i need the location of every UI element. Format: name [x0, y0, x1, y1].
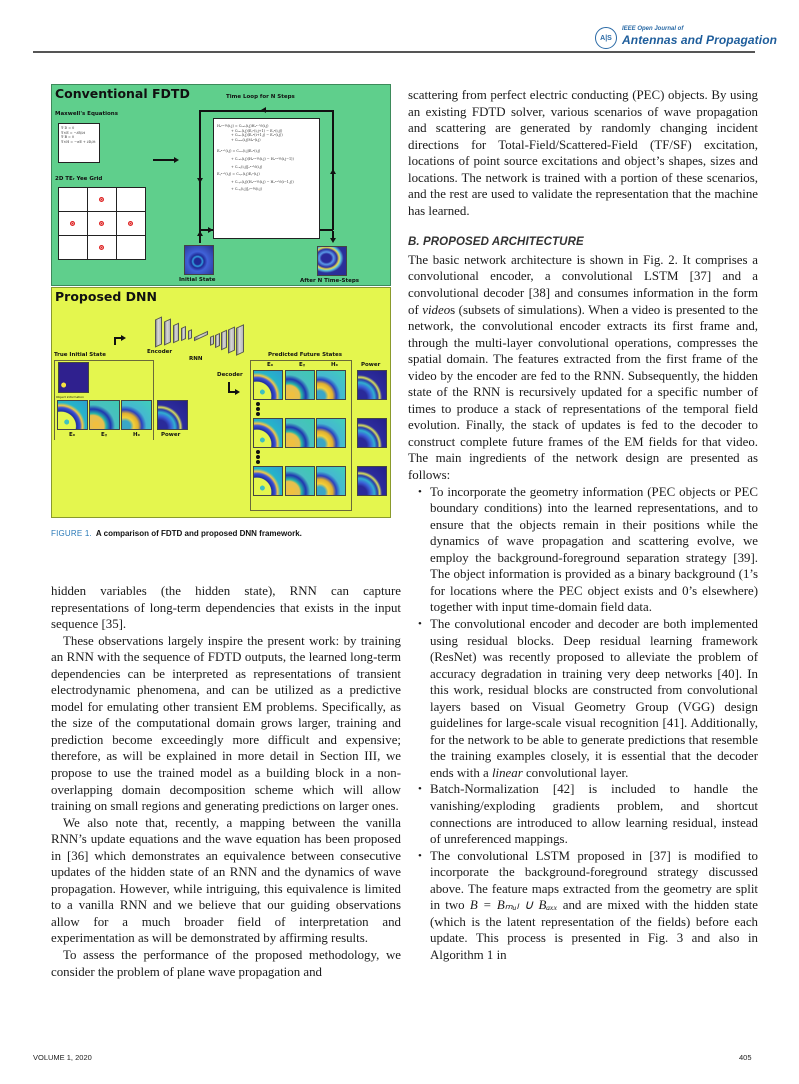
- pred-hz-header: Hₓ: [331, 362, 338, 368]
- pred-ex-image: [253, 370, 283, 400]
- list-item-text: The convolutional encoder and decoder are both implemented using residual blocks. Deep residual learning framework (ResNet) was recently proposed to alleviate the problem of accuracy degradation in training very deep networks [40]. In this work, residual blocks are constructed from convolutional layers based on Visual Geometry Group (VGG) design guidelines for large-scale visual recognition [41]. Additionally, for the network to be able to generate predictions that resemble the training examples closely, it is essential that the decoder ends with a: [430, 616, 758, 780]
- list-item: [408, 781, 758, 847]
- decoder-arrow: [228, 382, 230, 391]
- ingredients-list: [408, 484, 758, 964]
- paragraph: scattering from perfect electric conducting (PEC) objects. By using an existing FDTD solver, various scenarios of wave propagation and scattering are generated by randomly changing incident directions for Total-Field/Scattered-Field (TF/SF) excitation, locations of point source excitations and object’s shapes, sizes and locations. The network is trained with a portion of these scenarios, and the rest are used to validate the representation that the machine has learned.: [408, 88, 758, 218]
- text-run: The basic network architecture is shown in Fig. 2. It comprises a convolutional encoder, a convolutional LSTM [37] and a convolutional decoder [38] and consumes information in the form of: [408, 252, 758, 317]
- fdtd-panel-title: Conventional FDTD: [55, 86, 190, 101]
- pred-power-image: [357, 418, 387, 448]
- list-item-text: The convolutional LSTM proposed in [37] is modified to incorporate the background-foreground strategy discussed above. The feature maps extracted from the geometry are split in two: [430, 848, 758, 913]
- hz-node-icon: [70, 221, 75, 226]
- text-run: s (subsets of simulations). When a video is presented to the network, the convolutional encoder extracts its first frame and, through the multi-layer convolutional operations, compresses the spatial domain. The features extracted from the first frame of the video by the encoder are fed to the RNN. Subsequently, the hidden state of the RNN is recursively updated for a specific number of times to produce a stack of representations of the temporal field evolution. Finally, the stack of updates is fed to the decoder to construct complete future frames of the EM fields for that video. The main ingredients of the network design are presented as follows:: [408, 302, 758, 483]
- paragraph: To assess the performance of the proposed methodology, we consider the problem of plane wave propagation and: [51, 948, 401, 979]
- arrow-up-icon: [197, 231, 203, 236]
- italic-text: video: [422, 302, 451, 317]
- maxwell-eq-2: ∇×E = −∂B/∂t: [61, 130, 86, 135]
- update-eq: Eᵧⁿ⁺¹(i,j) = Cₑᵧₑ(i,j)Eᵧⁿ(i,j): [217, 172, 260, 177]
- pred-hz-image: [316, 370, 346, 400]
- list-item: [408, 484, 758, 616]
- loop-left-line: [199, 110, 201, 230]
- journal-name: Antennas and Propagation: [622, 33, 778, 47]
- maxwell-eq-4: ∇×H = −σE + ∂D/∂t: [61, 139, 96, 144]
- pred-power-image: [357, 370, 387, 400]
- update-eq: Eₓⁿ⁺¹(i,j) = Cₑₓₑ(i,j)Eₓⁿ(i,j): [217, 149, 261, 154]
- after-n-steps-label: After N Time-Steps: [300, 278, 360, 284]
- update-eq: + Cₑₓⱼ(i,j)Jₓⁿ⁺½(i,j): [231, 164, 263, 169]
- math-expression: B = Bₘᵤₗ ∪ Bₐₓₓ: [469, 898, 558, 913]
- list-item-text: convolutional layer.: [522, 765, 629, 780]
- figure-caption-text: A comparison of FDTD and proposed DNN framework.: [95, 529, 302, 538]
- arrow-right-icon: [235, 389, 240, 395]
- maxwell-label: Maxwell's Equations: [55, 111, 118, 117]
- initial-state-image: [184, 245, 214, 275]
- hz-node-icon: [99, 245, 104, 250]
- time-loop-label: Time Loop for N Steps: [226, 94, 295, 100]
- pred-ey-header: Eᵧ: [299, 362, 306, 368]
- update-equations-box: [213, 118, 320, 239]
- pred-ey-image: [285, 370, 315, 400]
- hz-node-icon: [128, 221, 133, 226]
- pred-ex-header: Eₓ: [267, 362, 274, 368]
- journal-logo-icon: A|S: [595, 27, 617, 49]
- arrow-up-icon: [330, 169, 336, 174]
- pred-ex-image: [253, 418, 283, 448]
- pred-hz-image: [316, 418, 346, 448]
- input-ey-label: Eᵧ: [101, 432, 108, 438]
- pred-hz-image: [316, 466, 346, 496]
- input-power-image: [157, 400, 188, 430]
- section-heading: B. PROPOSED ARCHITECTURE: [408, 236, 584, 249]
- list-item: [408, 616, 758, 781]
- input-hz-image: [121, 400, 152, 430]
- input-ex-image: [57, 400, 88, 430]
- loop-top-line: [199, 110, 333, 112]
- pred-ey-image: [285, 466, 315, 496]
- flow-arrow: [153, 159, 175, 161]
- update-eq: + Cₑₓₕ(i,j)(Hₓⁿ⁺½(i,j) − Hₓⁿ⁺½(i,j−1)): [231, 156, 294, 161]
- update-eq: + Cₕₓₑ(i,j)(Eᵧⁿ(i,j+1) − Eᵧⁿ(i,j)): [231, 128, 283, 133]
- update-eq: + Cₑᵧₕ(i,j)(Hₓⁿ⁺½(i,j) − Hₓⁿ⁺½(i−1,j)): [231, 179, 294, 184]
- maxwell-eq-3: ∇·B = 0: [61, 135, 75, 140]
- update-eq: + Cₕₓₘ(i,j)Mₓⁿ(i,j): [231, 137, 261, 142]
- footer-volume: VOLUME 1, 2020: [33, 1053, 92, 1062]
- figure-1: [51, 84, 391, 518]
- list-item: [408, 848, 758, 964]
- dnn-panel: [51, 287, 391, 518]
- encoder-label: Encoder: [147, 349, 173, 355]
- left-column: [51, 583, 401, 980]
- yee-grid: [58, 187, 145, 259]
- maxwell-eq-1: ∇·D = 0: [61, 126, 75, 130]
- arrow-down-icon: [197, 178, 203, 183]
- update-eq: + Cₕₓₑ(i,j)(Eₓⁿ(i+1,j) − Eₓⁿ(i,j)): [231, 133, 283, 138]
- hz-node-icon: [99, 221, 104, 226]
- arrow-down-icon: [330, 238, 336, 243]
- rnn-label: RNN: [189, 356, 203, 362]
- list-item-text: To incorporate the geometry information (PEC objects or PEC boundary conditions) into the learned representations, and to ensure that the objects remain in their positions while the dynamics of wave propagation and scattering evolve, we employ the background-foreground separation strategy [39]. The object information is provided as a binary background (1’s for locations where the PEC object exists and 0’s elsewhere) together with input time-domain field data.: [430, 484, 758, 615]
- predicted-future-states-label: Predicted Future States: [268, 352, 343, 358]
- maxwell-equations-box: [58, 123, 100, 163]
- paragraph: hidden variables (the hidden state), RNN can capture representations of long-term dependencies that exists in the input sequence [35].: [51, 584, 401, 632]
- arrow-right-icon: [174, 157, 179, 163]
- italic-text: linear: [491, 765, 523, 780]
- update-eq: + Cₑᵧⱼ(i,j)Jᵧⁿ⁺½(i,j): [231, 187, 262, 192]
- paragraph: [408, 252, 758, 484]
- input-ex-label: Eₓ: [69, 432, 76, 438]
- journal-prefix: IEEE Open Journal of: [622, 26, 684, 32]
- hz-node-icon: [99, 197, 104, 202]
- pred-power-image: [357, 466, 387, 496]
- input-ey-image: [89, 400, 120, 430]
- yee-grid-label: 2D TEᵣ Yee Grid: [55, 176, 103, 182]
- update-eq: Hₓⁿ⁺½(i,j) = Cₕₓₕ(i,j)Hₓⁿ⁻½(i,j): [217, 124, 269, 128]
- paragraph: These observations largely inspire the present work: by training an RNN with the sequence of FDTD outputs, the learned long-term dependencies can be interpreted as representations of transient electrodynamic phenomena, and can be utilized as a predictive model for emulating other transient EM problems. Specifically, as the size of the computational domain grows larger, training and prediction become exceedingly more difficult and expensive; therefore, as will be explained in more detail in Section III, we propose to use the trained model as a building block in a non-overlapping domain decomposition scheme which will allow training on small regions and generating predictions on larger ones.: [51, 633, 401, 814]
- footer-page-number: 405: [739, 1053, 752, 1062]
- list-item-text: and are mixed with the hidden state (which is the latent representation of the fields) before each update. This process is presented in Fig. 3 and also in Algorithm 1 in: [430, 898, 758, 962]
- dnn-panel-title: Proposed DNN: [55, 289, 157, 304]
- decoder-label: Decoder: [217, 372, 243, 378]
- object-information-label: Object information: [56, 395, 85, 399]
- input-hz-label: Hₓ: [133, 432, 140, 438]
- right-column: [408, 87, 758, 963]
- fdtd-panel: [51, 84, 391, 286]
- figure-caption-label: FIGURE 1.: [51, 529, 92, 538]
- figure-caption: [51, 529, 302, 538]
- object-information-image: [58, 362, 89, 393]
- arrow-left-icon: [261, 107, 266, 113]
- pred-power-header: Power: [361, 362, 381, 368]
- header-divider: [33, 51, 755, 53]
- after-n-steps-image: [317, 246, 347, 276]
- initial-state-label: Initial State: [179, 277, 216, 283]
- true-initial-state-label: True Initial State: [54, 352, 106, 358]
- input-power-label: Power: [161, 432, 181, 438]
- paragraph: We also note that, recently, a mapping between the vanilla RNN’s update equations and the wave equation has been proposed in [36] which demonstrates an equivalence between consecutive updates of the hidden state of an RNN and the dynamics of wave propagation. However, while intriguing, this equivalence is limited to a vanilla RNN and we believe that our guiding observations allow for a much broader field of interpretation and experimentation as will be demonstrated by affirming results.: [51, 815, 401, 946]
- pred-ex-image: [253, 466, 283, 496]
- list-item-text: Batch-Normalization [42] is included to handle the vanishing/exploding gradients problem, and shortcut connections are introduced to allow learning residual, instead of unreferenced mappings.: [430, 782, 758, 847]
- arrow-right-icon: [121, 335, 126, 341]
- pred-ey-image: [285, 418, 315, 448]
